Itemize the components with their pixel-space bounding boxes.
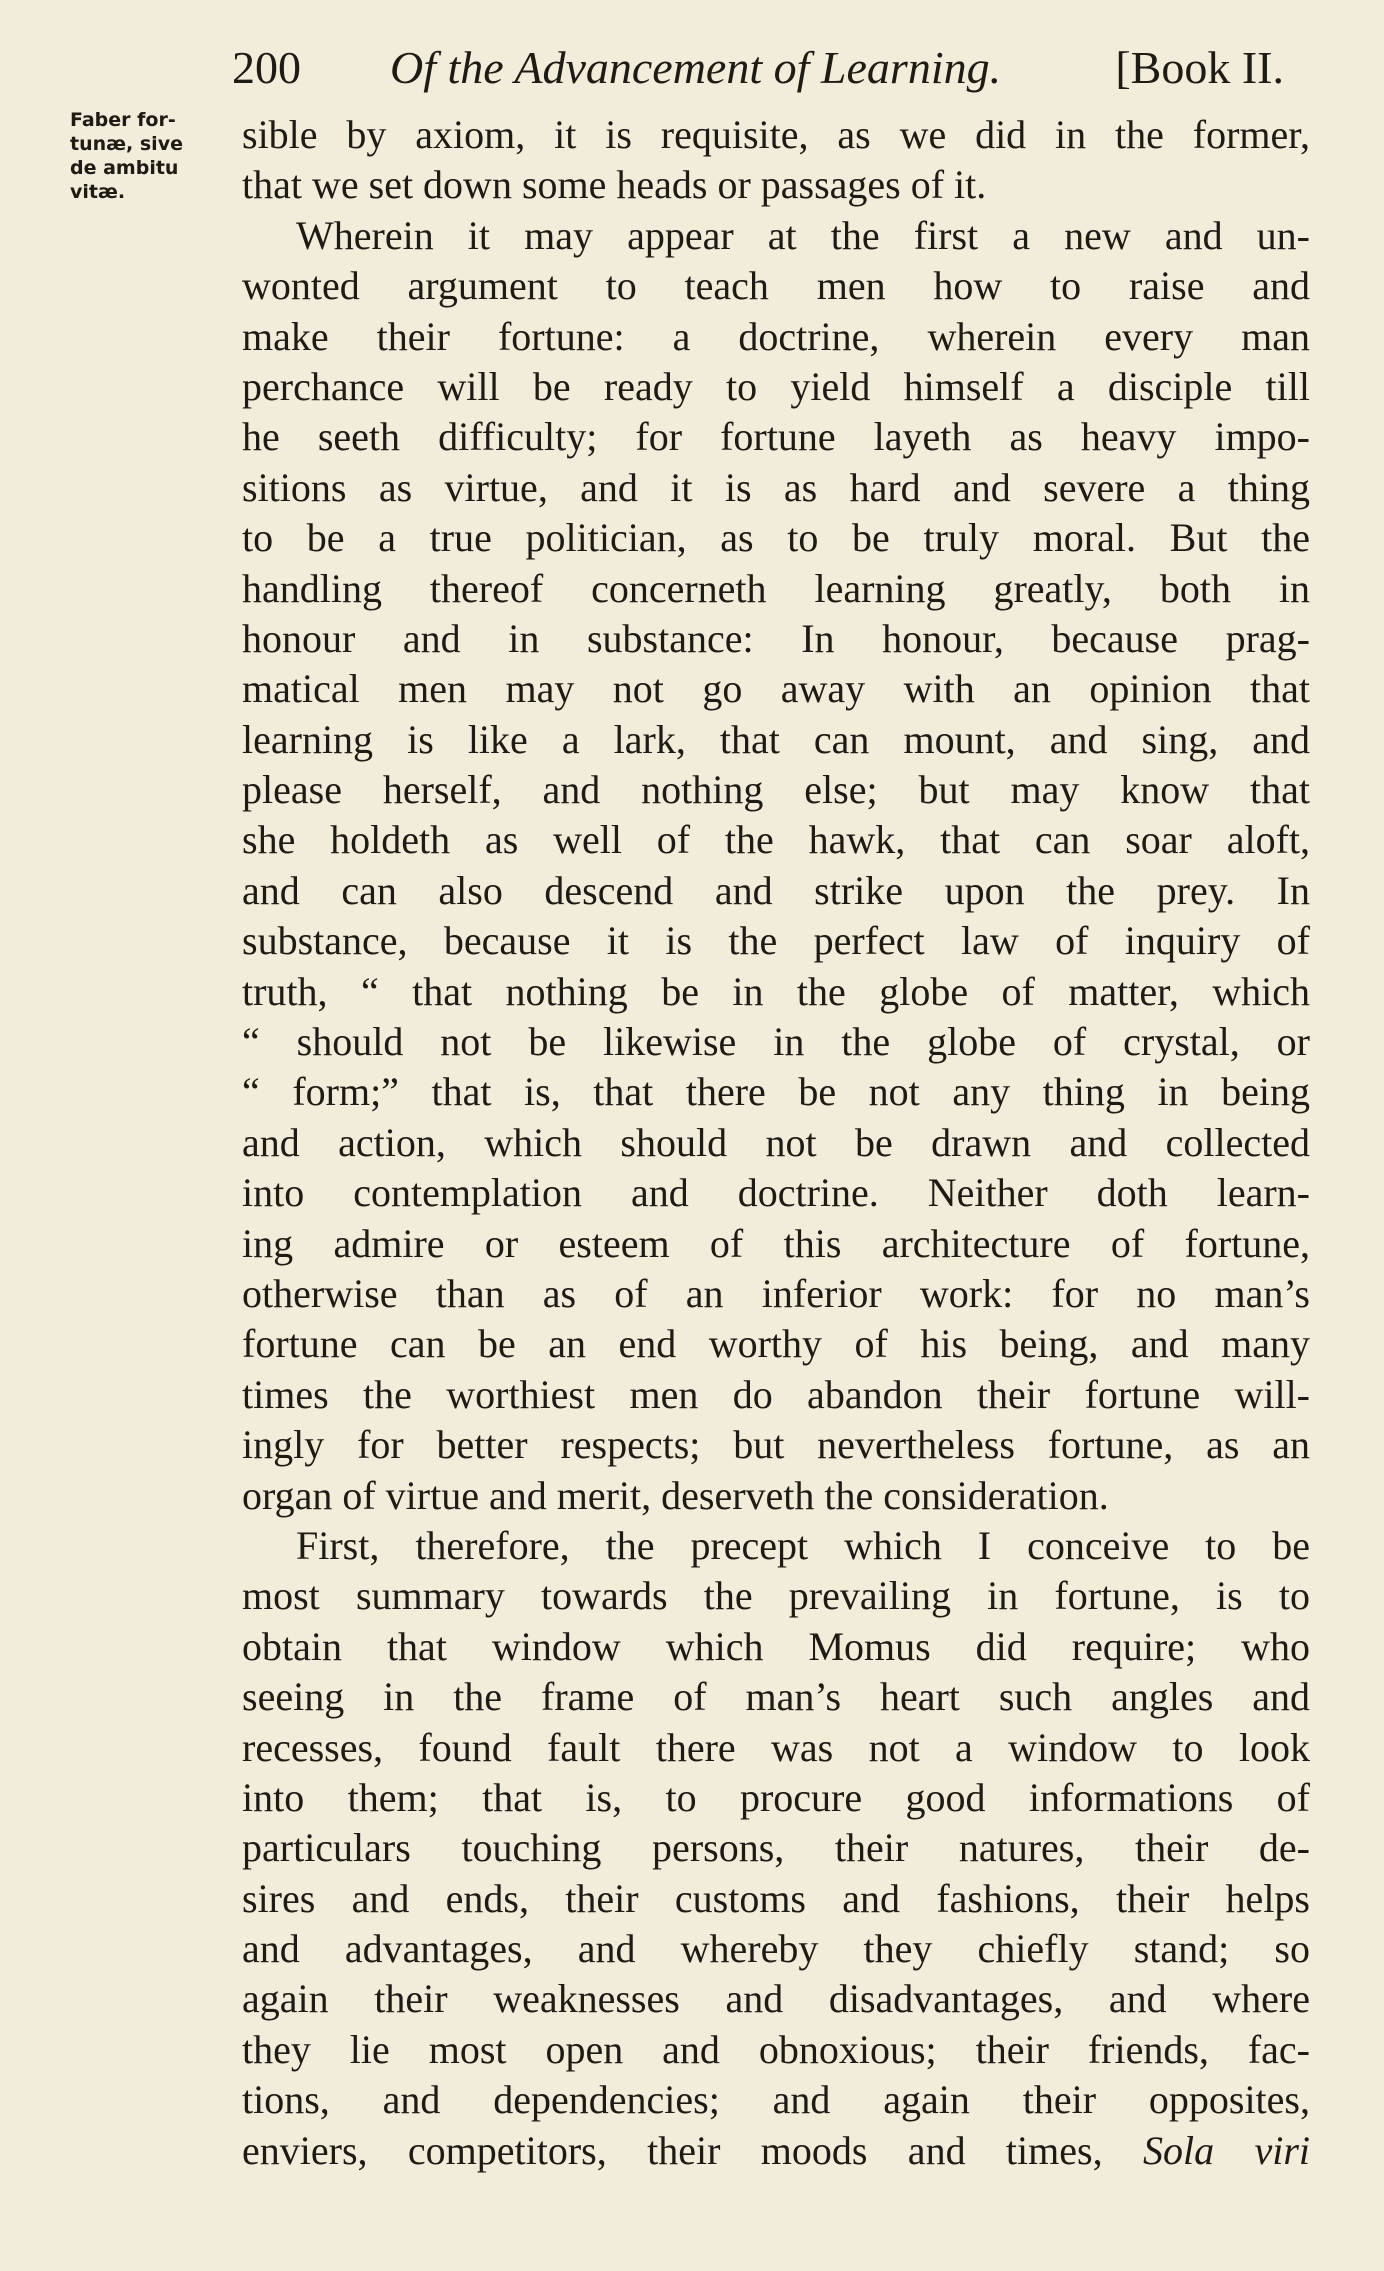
text-line: into contemplation and doctrine. Neither doth learn-: [242, 1170, 1310, 1216]
text-line: and action, which should not be drawn and collected: [242, 1119, 1310, 1165]
text-line: particulars touching persons, their natures, their de-: [242, 1825, 1310, 1871]
text-line: substance, because it is the perfect law of inquiry of: [242, 918, 1310, 964]
text-line: he seeth difficulty; for fortune layeth as heavy impo-: [242, 414, 1310, 460]
running-title: Of the Advancement of Learning.: [390, 42, 1002, 93]
text-line: seeing in the frame of man’s heart such angles and: [242, 1674, 1310, 1720]
text-line: fortune can be an end worthy of his being, and many: [242, 1321, 1310, 1367]
text-line: that we set down some heads or passages of it.: [242, 162, 987, 208]
text-line: wonted argument to teach men how to raise and: [242, 263, 1310, 309]
text-line: truth, “ that nothing be in the globe of matter, which: [242, 968, 1310, 1014]
text-line: ingly for better respects; but nevertheless fortune, as an: [242, 1422, 1310, 1468]
text-line: and advantages, and whereby they chiefly stand; so: [242, 1926, 1310, 1972]
text-line: sitions as virtue, and it is as hard and severe a thing: [242, 464, 1310, 510]
text-line: learning is like a lark, that can mount, and sing, and: [242, 716, 1310, 762]
text-line: again their weaknesses and disadvantages, and where: [242, 1976, 1310, 2022]
paragraph-first-line: Wherein it may appear at the first a new and un-: [296, 212, 1310, 258]
text-line: to be a true politician, as to be truly moral. But the: [242, 515, 1310, 561]
margin-note-line: de ambitu: [70, 157, 179, 179]
body-text: [242, 110, 1310, 2176]
margin-note: [70, 108, 220, 204]
text-line: handling thereof concerneth learning greatly, both in: [242, 565, 1310, 611]
text-line: otherwise than as of an inferior work: for no man’s: [242, 1270, 1310, 1316]
text-line: most summary towards the prevailing in fortune, is to: [242, 1573, 1310, 1619]
text-line: matical men may not go away with an opinion that: [242, 666, 1310, 712]
text-line: ing admire or esteem of this architecture of fortune,: [242, 1220, 1310, 1266]
paragraph-first-line: First, therefore, the precept which I conceive to be: [296, 1522, 1310, 1568]
text-line: and can also descend and strike upon the prey. In: [242, 867, 1310, 913]
text-line: make their fortune: a doctrine, wherein every man: [242, 313, 1310, 359]
text-line: please herself, and nothing else; but may know that: [242, 767, 1310, 813]
book-label: [Book II.: [1115, 42, 1284, 93]
text-line: times the worthiest men do abandon their fortune will-: [242, 1371, 1310, 1417]
text-line: sible by axiom, it is requisite, as we did in the former,: [242, 112, 1310, 157]
text-line: they lie most open and obnoxious; their friends, fac-: [242, 2026, 1310, 2072]
text-line: tions, and dependencies; and again their opposites,: [242, 2077, 1310, 2123]
text-line: “ should not be likewise in the globe of crystal, or: [242, 1019, 1310, 1065]
margin-note-line: tunæ, sive: [70, 133, 183, 155]
text-line: she holdeth as well of the hawk, that can soar aloft,: [242, 817, 1310, 863]
margin-note-line: Faber for-: [70, 109, 176, 131]
text-line-final-roman: enviers, competitors, their moods and times,: [242, 2127, 1103, 2173]
text-line: perchance will be ready to yield himself a disciple till: [242, 363, 1310, 409]
text-line: into them; that is, to procure good informations of: [242, 1774, 1310, 1820]
text-line: “ form;” that is, that there be not any thing in being: [242, 1069, 1310, 1115]
text-line: recesses, found fault there was not a window to look: [242, 1724, 1310, 1770]
text-line: obtain that window which Momus did require; who: [242, 1623, 1310, 1669]
text-line: sires and ends, their customs and fashions, their helps: [242, 1875, 1310, 1921]
italic-phrase: Sola viri: [1142, 2127, 1310, 2173]
page-number: 200: [232, 42, 301, 93]
text-line-final: [242, 2126, 1310, 2176]
text-line: organ of virtue and merit, deserveth the consideration.: [242, 1472, 1109, 1518]
text-line: honour and in substance: In honour, because prag-: [242, 615, 1310, 661]
margin-note-line: vitæ.: [70, 181, 126, 203]
